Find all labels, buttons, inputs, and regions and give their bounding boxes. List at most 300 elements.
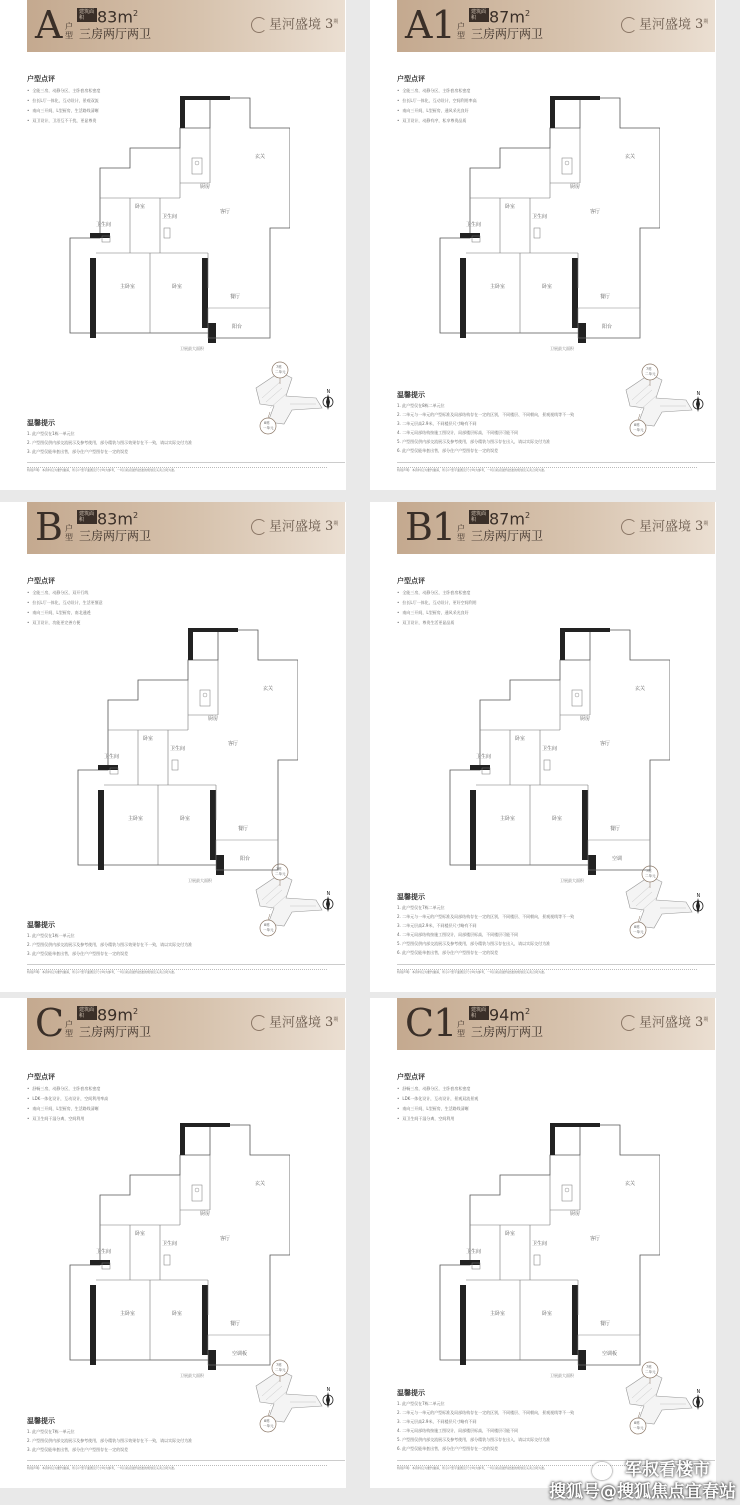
site-tag-text: 7栋 — [276, 1363, 282, 1367]
review-item: • LDK一体化设计，互动设计，空间利用率高 — [27, 1094, 108, 1104]
brand-text: 星河盛境 — [269, 1015, 322, 1031]
room-label: 餐厅 — [230, 1321, 241, 1327]
unit-letter: C — [35, 1001, 64, 1045]
review-title: 户型点评 — [397, 577, 425, 585]
wall — [588, 855, 596, 875]
wall — [90, 233, 110, 238]
bath-fixture — [164, 228, 170, 238]
brand-text: 星河盛境 — [639, 17, 692, 33]
site-tag-text: 7栋 — [646, 367, 652, 371]
area-label: 建筑面积 — [469, 510, 489, 524]
stove-icon — [195, 161, 199, 165]
wall — [180, 96, 230, 100]
area-unit: 2 — [524, 1007, 531, 1016]
wall — [582, 790, 588, 860]
rooms-label: 三房两厅两卫 — [471, 529, 544, 543]
room-label: 空调板 — [232, 1351, 248, 1357]
wall — [98, 790, 104, 870]
area-label: 建筑面积 — [469, 1006, 489, 1020]
site-tag-text: 8栋 — [634, 925, 640, 929]
room-label: 客厅 — [220, 1236, 231, 1242]
area-value: 89m — [97, 1005, 133, 1025]
brand-phase: 3 — [695, 519, 704, 535]
huxing-label: 户型 — [457, 22, 465, 40]
card-header — [27, 998, 345, 1050]
landscape-label: 卫展最大面积 — [180, 1373, 204, 1378]
brand-ring-icon — [621, 1015, 637, 1031]
bath-fixture — [172, 760, 178, 770]
rooms-label: 三房两厅两卫 — [471, 1025, 544, 1039]
floor-plan — [430, 1115, 660, 1385]
brand-logo — [621, 514, 708, 537]
site-tag-text: 一单元 — [633, 930, 644, 934]
tip-item: 3. 二单元层高2.9米，不同楼层尺寸略有不同 — [397, 1419, 477, 1424]
tip-item: 5. 户型图仅供内部交流展示及参考使用，部分精装与图示存在出入，请以实际交付为准 — [397, 439, 551, 444]
unit-letter: A — [35, 3, 62, 47]
room-label: 阳台 — [232, 324, 243, 330]
room-label: 空调板 — [602, 1351, 618, 1357]
rooms-label: 三房两厅两卫 — [79, 1025, 152, 1039]
floor-plan — [68, 620, 298, 890]
room-label: 卧室 — [135, 204, 146, 210]
unit-letter: B — [35, 505, 62, 549]
partition — [466, 128, 580, 333]
wall — [202, 258, 208, 328]
partition — [96, 1155, 210, 1360]
room-label: 餐厅 — [230, 294, 241, 300]
compass-north: N — [326, 1387, 331, 1393]
review-item: • 舒畅三房，动静分区，主卧套房私密度 — [397, 1084, 470, 1094]
room-label: 客厅 — [220, 209, 231, 215]
card-footer-line — [397, 964, 715, 968]
area-value: 87m — [489, 7, 525, 27]
review-title: 户型点评 — [397, 1073, 425, 1081]
brand-text: 星河盛境 — [269, 17, 322, 33]
site-tag-text: 8栋 — [264, 1419, 270, 1423]
review-item: • 舒畅三房，动静分区，主卧套房私密度 — [27, 1084, 100, 1094]
area-unit: 2 — [524, 9, 531, 18]
review-item: • 南向三开间，L型厨房，通风采光良好 — [397, 608, 469, 618]
wall — [550, 1123, 600, 1127]
floor-plan-drawing — [430, 1115, 660, 1385]
wall — [460, 258, 466, 338]
tips-title: 温馨提示 — [27, 921, 55, 929]
room-label: 卧室 — [542, 1311, 553, 1317]
site-tag-text: 7栋 — [646, 1365, 652, 1369]
outer-wall — [78, 630, 298, 870]
room-label: 卫生间 — [96, 222, 112, 228]
balcony-outline — [208, 308, 270, 338]
compass-north: N — [326, 891, 331, 897]
compass-icon — [693, 391, 703, 412]
wall — [188, 628, 238, 632]
review-item: • 全能三房，动静分区，主卧套房私密度 — [397, 588, 470, 598]
tip-item: 3. 此户型仅能单套出售，部分住户户型图存在一定的误差 — [27, 1447, 129, 1452]
stove-icon — [195, 1188, 199, 1192]
tip-item: 3. 二单元层高2.9米，不同楼层尺寸略有不同 — [397, 923, 477, 928]
card-footer-line — [397, 462, 715, 466]
unit-area — [97, 506, 138, 529]
wall — [90, 1285, 96, 1365]
huxing-label: 户型 — [65, 22, 73, 40]
review-item: • 全能三房，动静分区，主卧套房私密度 — [27, 86, 100, 96]
bath-fixture — [544, 760, 550, 770]
tip-item: 6. 此户型仅能单套出售，部分住户户型图存在一定的误差 — [397, 448, 499, 453]
partition — [104, 660, 218, 865]
card-header — [397, 0, 715, 52]
room-label: 卫生间 — [104, 754, 120, 760]
review-item: • 拉长L厅一体化，互动设计，更好空间利用 — [397, 598, 477, 608]
wall — [578, 323, 586, 343]
area-unit: 2 — [132, 511, 139, 520]
compass-north: N — [696, 893, 701, 899]
site-tag-text: 二单元 — [645, 874, 656, 878]
site-tag-text: 8栋 — [634, 1421, 640, 1425]
bath-fixture — [164, 1255, 170, 1265]
card-header — [27, 502, 345, 554]
room-label: 玄关 — [263, 686, 274, 692]
room-label: 卫生间 — [466, 1249, 482, 1255]
room-label: 卧室 — [542, 284, 553, 290]
review-title: 户型点评 — [27, 1073, 55, 1081]
tip-item: 1. 此户型仅在7栋二单元位 — [397, 1401, 445, 1406]
room-label: 厨房 — [580, 716, 591, 722]
tip-item: 1. 此户型仅在7栋一单元位 — [27, 1429, 75, 1434]
landscape-label: 卫展最大面积 — [188, 878, 212, 883]
wall — [180, 98, 185, 128]
balcony-outline — [208, 1335, 270, 1365]
card-footer-line — [27, 964, 345, 968]
compass-north: N — [696, 391, 701, 397]
balcony-outline — [588, 840, 650, 870]
room-label: 卫生间 — [466, 222, 482, 228]
room-label: 卧室 — [505, 1231, 516, 1237]
tip-item: 3. 此户型仅能单套出售，部分住户户型图存在一定的误差 — [27, 449, 129, 454]
wall — [470, 765, 490, 770]
wall — [560, 628, 610, 632]
wall — [208, 1350, 216, 1370]
brand-ring-icon — [621, 17, 637, 33]
wall — [210, 790, 216, 860]
floor-plan-drawing — [440, 620, 670, 890]
room-label: 卫生间 — [532, 214, 548, 220]
site-building — [256, 372, 322, 424]
tip-item: 6. 此户型仅能单套出售，部分住户户型图存在一定的误差 — [397, 1446, 499, 1451]
wall — [208, 323, 216, 343]
room-label: 卧室 — [515, 736, 526, 742]
unit-area — [97, 1002, 138, 1025]
area-unit: 2 — [524, 511, 531, 520]
disclaimer: 特别声明：本资料仅为要约邀请，所示户型平面图及尺寸均为参考，一切以政府最终批准的规划及买卖合同为准。 — [27, 1466, 178, 1470]
unit-letter: C1 — [405, 1001, 457, 1045]
rooms-label: 三房两厅两卫 — [471, 27, 544, 41]
compass-north: N — [326, 389, 331, 395]
review-item: • 拉长L厅一体化，互动设计，景观双流 — [27, 96, 99, 106]
wall — [98, 765, 118, 770]
site-location-map — [616, 360, 706, 444]
partition — [466, 1155, 580, 1360]
bath-fixture — [534, 1255, 540, 1265]
review-item: • 拉长L厅一体化，互动设计，生活更惬意 — [27, 598, 103, 608]
card-footer-line — [27, 1460, 345, 1464]
room-label: 卫生间 — [170, 746, 186, 752]
stove-icon — [203, 693, 207, 697]
wall — [188, 630, 193, 660]
site-location-map — [246, 358, 336, 442]
tips-title: 温馨提示 — [27, 419, 55, 427]
outer-wall — [440, 98, 660, 338]
kitchen-fixture — [562, 1185, 572, 1201]
site-building — [626, 374, 692, 426]
outer-wall — [70, 1125, 290, 1365]
brand-phase-sup: 期 — [703, 19, 709, 25]
outer-wall — [440, 1125, 660, 1365]
review-item: • 南向三开间，L型厨房，生活路线清晰 — [27, 106, 99, 116]
tip-item: 1. 此户型仅在8栋二单元位 — [397, 403, 445, 408]
disclaimer: 特别声明：本资料仅为要约邀请，所示户型平面图及尺寸均为参考，一切以政府最终批准的规划及买卖合同为准。 — [397, 970, 548, 974]
room-label: 玄关 — [635, 686, 646, 692]
review-item: • 双卫生间干湿分离，空间利用 — [27, 1114, 84, 1124]
room-label: 主卧室 — [490, 1311, 506, 1317]
card-header — [397, 998, 715, 1050]
room-label: 厨房 — [200, 184, 211, 190]
unit-area — [489, 1002, 530, 1025]
disclaimer: 特别声明：本资料仅为要约邀请，所示户型平面图及尺寸均为参考，一切以政府最终批准的规划及买卖合同为准。 — [27, 970, 178, 974]
wall — [216, 855, 224, 875]
compass-north: N — [696, 1389, 701, 1395]
brand-ring-icon — [251, 17, 267, 33]
unit-letter: A1 — [405, 3, 455, 47]
area-label: 建筑面积 — [77, 510, 97, 524]
wall — [550, 1125, 555, 1155]
brand-phase-sup: 期 — [333, 521, 339, 527]
room-label: 餐厅 — [600, 294, 611, 300]
wall — [550, 98, 555, 128]
watermark-line2: 搜狐号@搜狐焦点宜春站 — [549, 1482, 736, 1502]
brand-logo — [621, 12, 708, 35]
bath-fixture — [534, 228, 540, 238]
site-tag-text: 8栋 — [634, 423, 640, 427]
tips-title: 温馨提示 — [397, 1389, 425, 1397]
huxing-label: 户型 — [457, 1020, 465, 1038]
review-item: • 双卫设计，卫浴互不干扰，更显尊贵 — [27, 116, 96, 126]
watermark — [548, 1460, 738, 1504]
outer-wall — [70, 98, 290, 338]
room-label: 卧室 — [505, 204, 516, 210]
tip-item: 5. 户型图仅供内部交流展示及参考使用，部分精装与图示存在出入，请以实际交付为准 — [397, 941, 551, 946]
outer-wall — [450, 630, 670, 870]
wall — [470, 790, 476, 870]
room-label: 主卧室 — [120, 1311, 136, 1317]
wall — [460, 233, 480, 238]
landscape-label: 卫展最大面积 — [550, 346, 574, 351]
site-tag-text: 二单元 — [275, 370, 286, 374]
disclaimer: 特别声明：本资料仅为要约邀请，所示户型平面图及尺寸均为参考，一切以政府最终批准的规划及买卖合同为准。 — [397, 1466, 548, 1470]
stove-icon — [565, 1188, 569, 1192]
floor-plan — [440, 620, 670, 890]
unit-area — [489, 4, 530, 27]
review-title: 户型点评 — [27, 75, 55, 83]
brand-phase-sup: 期 — [333, 19, 339, 25]
brand-logo — [251, 1010, 338, 1033]
room-label: 玄关 — [255, 154, 266, 160]
room-label: 主卧室 — [120, 284, 136, 290]
tips-title: 温馨提示 — [397, 893, 425, 901]
floor-plan — [430, 88, 660, 358]
floor-plan-drawing — [68, 620, 298, 890]
landscape-label: 卫展最大面积 — [560, 878, 584, 883]
unit-area — [97, 4, 138, 27]
compass-icon — [323, 1387, 333, 1408]
room-label: 厨房 — [570, 1211, 581, 1217]
site-tag-text: 7栋 — [646, 869, 652, 873]
area-unit: 2 — [132, 1007, 139, 1016]
compass-icon — [693, 1389, 703, 1410]
room-label: 厨房 — [200, 1211, 211, 1217]
room-label: 厨房 — [208, 716, 219, 722]
site-tag-text: 一单元 — [633, 1426, 644, 1430]
stove-icon — [565, 161, 569, 165]
card-header — [27, 0, 345, 52]
site-tag-text: 一单元 — [263, 1424, 274, 1428]
review-item: • 南向三开间，L型厨房，南北通透 — [27, 608, 91, 618]
kitchen-fixture — [562, 158, 572, 174]
brand-phase: 3 — [695, 1015, 704, 1031]
rooms-label: 三房两厅两卫 — [79, 27, 152, 41]
area-value: 83m — [97, 509, 133, 529]
review-item: • 南向三开间，L型厨房，通风采光良好 — [397, 106, 469, 116]
brand-phase-sup: 期 — [333, 1017, 339, 1023]
room-label: 客厅 — [600, 741, 611, 747]
wall — [572, 258, 578, 328]
review-item: • 全能三房，动静分区，主卧套房私密度 — [397, 86, 470, 96]
room-label: 卧室 — [172, 284, 183, 290]
room-label: 卫生间 — [96, 1249, 112, 1255]
room-label: 客厅 — [590, 1236, 601, 1242]
room-label: 卫生间 — [476, 754, 492, 760]
room-label: 卫生间 — [162, 214, 178, 220]
room-label: 卧室 — [180, 816, 191, 822]
site-tag-text: 二单元 — [645, 372, 656, 376]
tip-item: 5. 户型图仅供内部交流展示及参考使用，部分精装与图示存在出入，请以实际交付为准 — [397, 1437, 551, 1442]
stove-icon — [575, 693, 579, 697]
review-item: • 拉长L厅一体化，互动设计，空间利用率高 — [397, 96, 477, 106]
room-label: 空调 — [612, 856, 623, 862]
review-item: • 双卫设计，尊贵生活更显品质 — [397, 618, 454, 628]
area-label: 建筑面积 — [77, 1006, 97, 1020]
brand-logo — [251, 514, 338, 537]
room-label: 餐厅 — [610, 826, 621, 832]
site-tag-text: 一单元 — [263, 928, 274, 932]
tips-title: 温馨提示 — [397, 391, 425, 399]
compass-icon — [693, 893, 703, 914]
room-label: 玄关 — [625, 1181, 636, 1187]
brand-logo — [251, 12, 338, 35]
brand-phase-sup: 期 — [703, 521, 709, 527]
tip-item: 6. 此户型仅能单套出售，部分住户户型图存在一定的误差 — [397, 950, 499, 955]
room-label: 客厅 — [590, 209, 601, 215]
tip-item: 3. 二单元层高2.9米，不同楼层尺寸略有不同 — [397, 421, 477, 426]
huxing-label: 户型 — [457, 524, 465, 542]
card-footer-line — [27, 462, 345, 466]
brand-text: 星河盛境 — [269, 519, 322, 535]
floor-plan-drawing — [60, 1115, 290, 1385]
room-label: 卫生间 — [532, 1241, 548, 1247]
wall — [90, 258, 96, 338]
tip-item: 1. 此户型仅在1栋一单元位 — [27, 933, 75, 938]
unit-area — [489, 506, 530, 529]
wall — [460, 1260, 480, 1265]
wall — [202, 1285, 208, 1355]
brand-ring-icon — [621, 519, 637, 535]
review-title: 户型点评 — [27, 577, 55, 585]
tip-item: 1. 此户型仅在7栋二单元位 — [397, 905, 445, 910]
room-label: 主卧室 — [500, 816, 516, 822]
wall — [578, 1350, 586, 1370]
disclaimer: 特别声明：本资料仅为要约邀请，所示户型平面图及尺寸均为参考，一切以政府最终批准的规划及买卖合同为准。 — [27, 468, 178, 472]
room-label: 卧室 — [143, 736, 154, 742]
brand-text: 星河盛境 — [639, 1015, 692, 1031]
tip-item: 2. 户型图仅供内部交流展示及参考使用，部分精装与图示效果存在不一致，请以实际交付为准 — [27, 942, 193, 947]
tip-item: 1. 此户型仅在1栋一单元位 — [27, 431, 75, 436]
tips-title: 温馨提示 — [27, 1417, 55, 1425]
room-label: 主卧室 — [490, 284, 506, 290]
area-value: 87m — [489, 509, 525, 529]
brand-phase: 3 — [325, 519, 334, 535]
room-label: 卫生间 — [542, 746, 558, 752]
site-tag-text: 7栋 — [276, 365, 282, 369]
room-label: 玄关 — [625, 154, 636, 160]
partition — [476, 660, 590, 865]
tip-item: 4. 二单元局部结构按施工图设计，局部楼层标高，不同楼层可能不同 — [397, 932, 519, 937]
floor-plan — [60, 88, 290, 358]
tip-item: 4. 二单元局部结构按施工图设计，局部楼层标高，不同楼层可能不同 — [397, 430, 519, 435]
disclaimer: 特别声明：本资料仅为要约邀请，所示户型平面图及尺寸均为参考，一切以政府最终批准的规划及买卖合同为准。 — [397, 468, 548, 472]
area-value: 94m — [489, 1005, 525, 1025]
compass-icon — [323, 891, 333, 912]
wall — [90, 1260, 110, 1265]
tip-item: 2. 二单元与一单元的户型标准及局部结构存在一定的区别，不同楼层、不同朝向，景观视线等不一致 — [397, 412, 575, 417]
tip-item: 4. 二单元局部结构按施工图设计，局部楼层标高，不同楼层可能不同 — [397, 1428, 519, 1433]
room-label: 主卧室 — [128, 816, 144, 822]
brand-phase-sup: 期 — [703, 1017, 709, 1023]
tip-item: 2. 户型图仅供内部交流展示及参考使用，部分精装与图示效果存在不一致，请以实际交付为准 — [27, 1438, 193, 1443]
landscape-label: 卫展最大面积 — [180, 346, 204, 351]
room-label: 客厅 — [228, 741, 239, 747]
wall — [550, 96, 600, 100]
room-label: 餐厅 — [600, 1321, 611, 1327]
floor-plan-drawing — [430, 88, 660, 358]
kitchen-fixture — [192, 1185, 202, 1201]
room-label: 阳台 — [240, 856, 251, 862]
brand-logo — [621, 1010, 708, 1033]
landscape-label: 卫展最大面积 — [550, 1373, 574, 1378]
site-tag-text: 一单元 — [633, 428, 644, 432]
wall — [572, 1285, 578, 1355]
brand-text: 星河盛境 — [639, 519, 692, 535]
review-item: • 双卫设计，动静有序，私享尊贵品质 — [397, 116, 466, 126]
site-tag-text: 一单元 — [263, 426, 274, 430]
site-tag-text: 二单元 — [645, 1370, 656, 1374]
area-label: 建筑面积 — [77, 8, 97, 22]
tip-item: 2. 二单元与一单元的户型标准及局部结构存在一定的区别，不同楼层、不同朝向，景观视线等不一致 — [397, 1410, 575, 1415]
room-label: 卧室 — [135, 1231, 146, 1237]
brand-phase: 3 — [695, 17, 704, 33]
site-tag-text: 7栋 — [276, 867, 282, 871]
room-label: 厨房 — [570, 184, 581, 190]
balcony-outline — [216, 840, 278, 870]
kitchen-fixture — [192, 158, 202, 174]
